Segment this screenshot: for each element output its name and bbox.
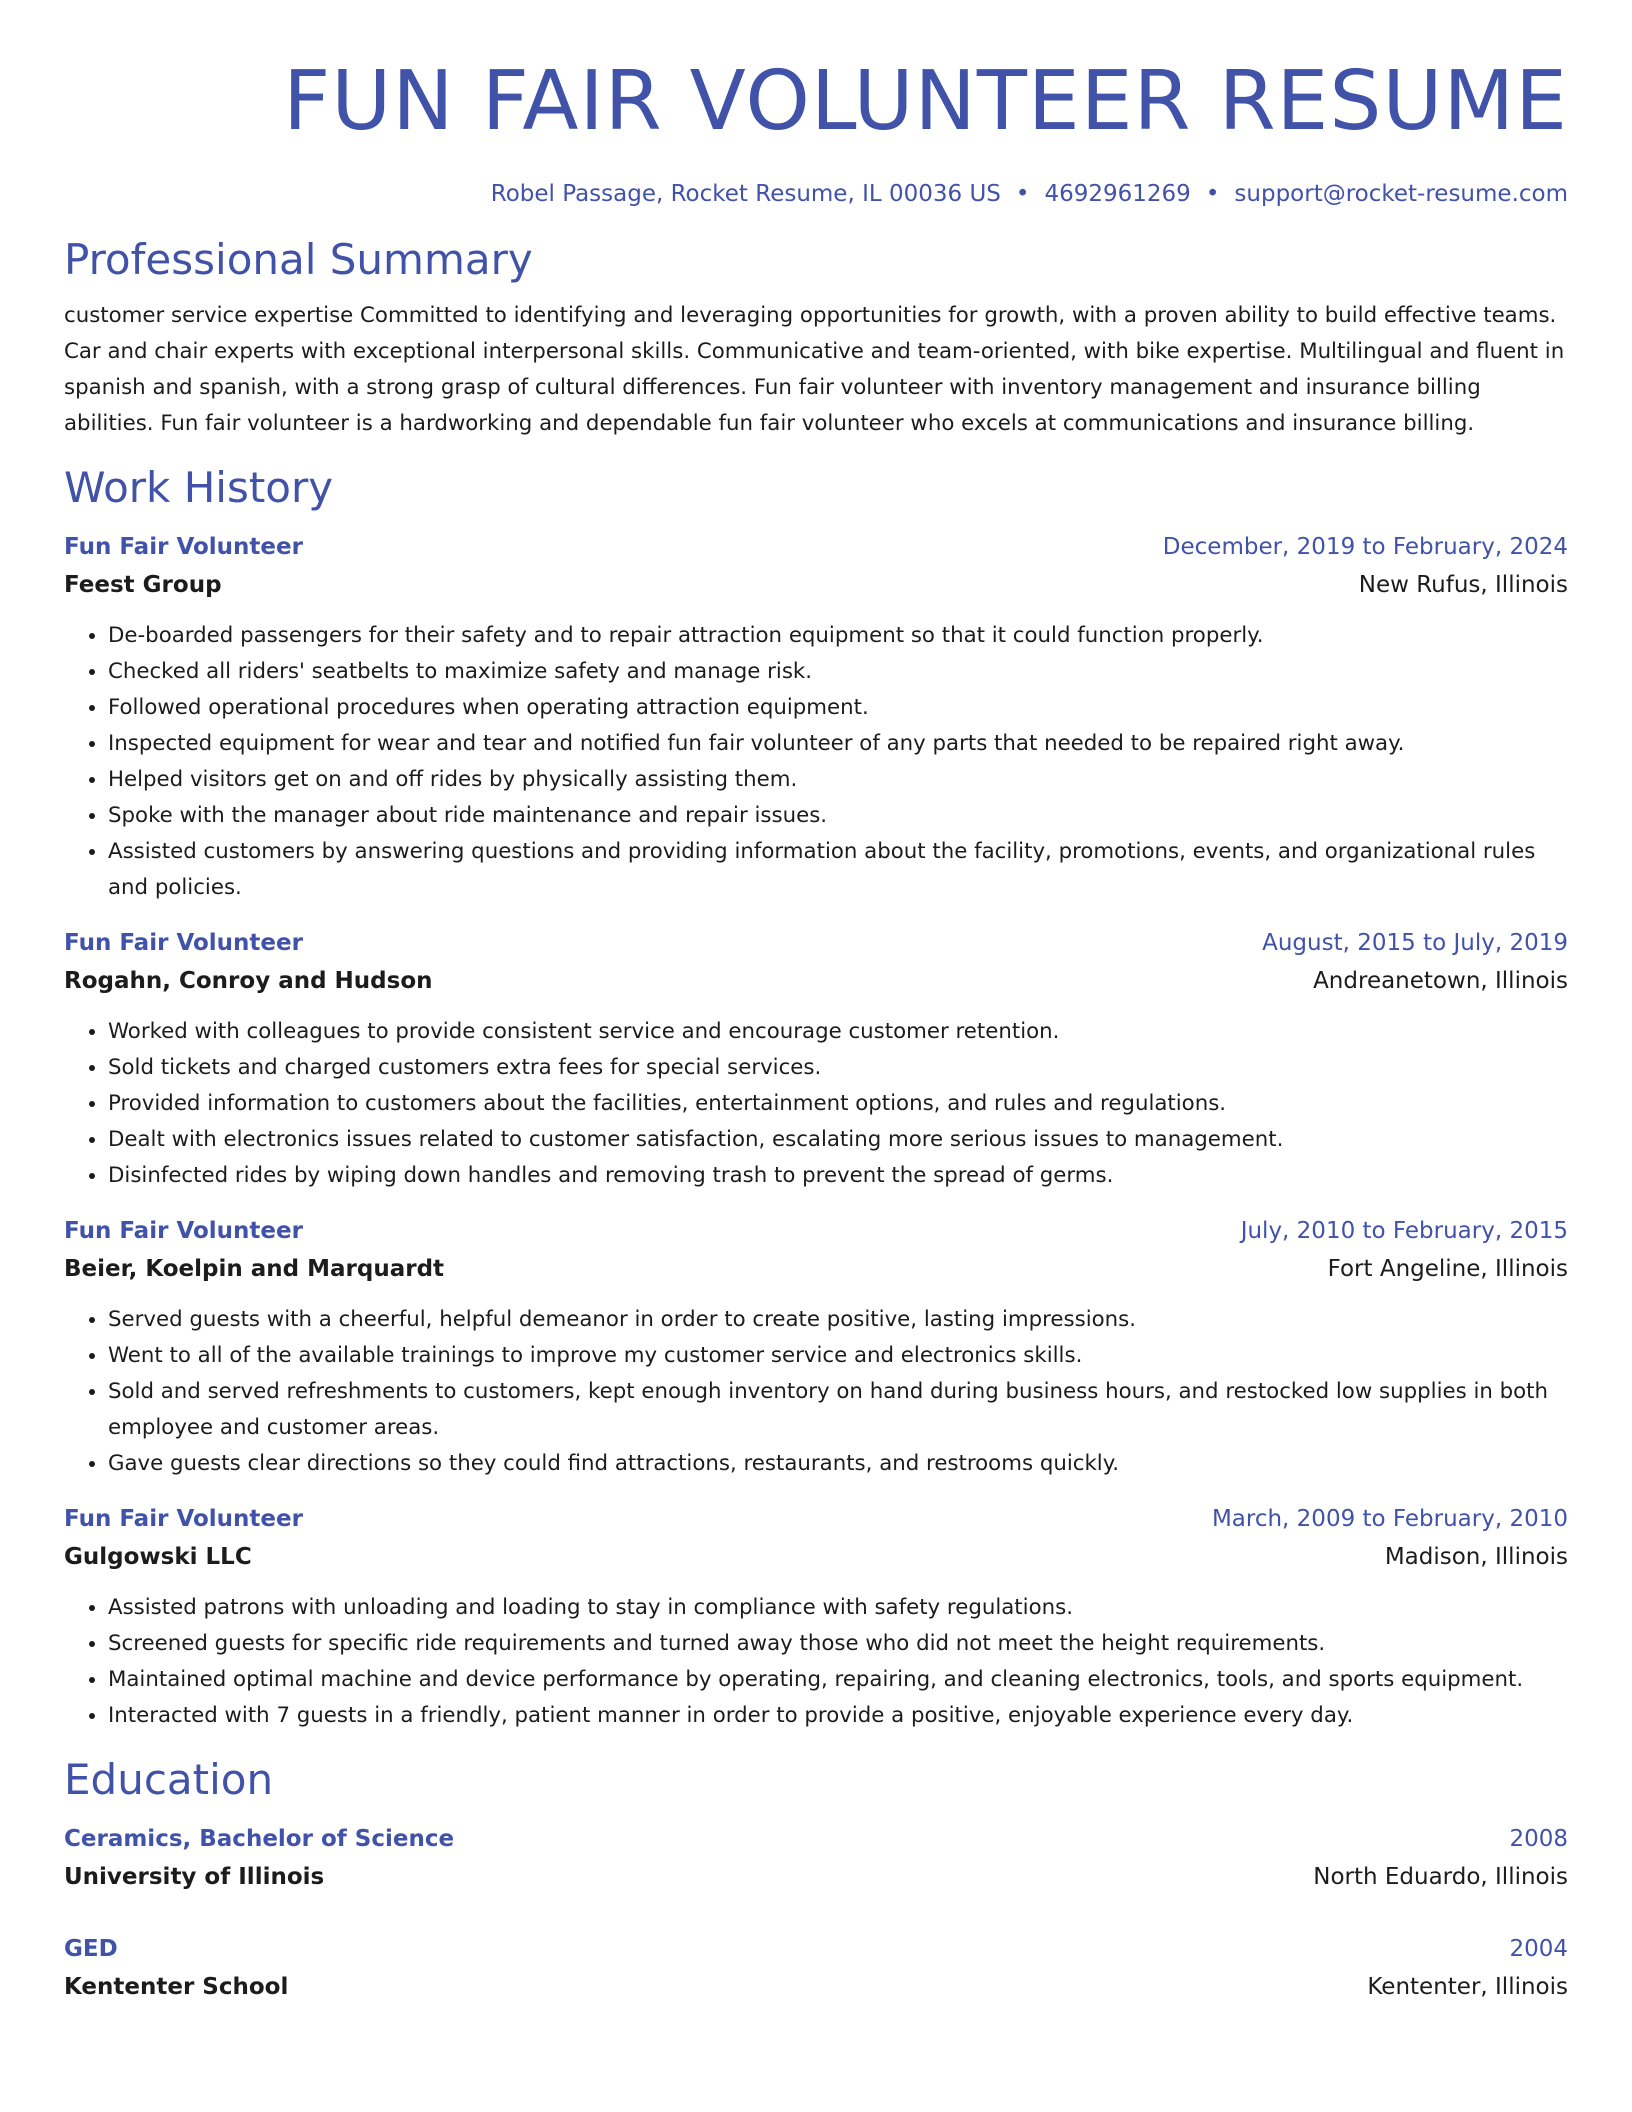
education-school: Kententer School <box>64 1974 289 2000</box>
job-location: New Rufus, Illinois <box>1358 572 1568 598</box>
job-bullet: • Sold and served refreshments to customers, kept enough inventory on hand during business hours, and restocked low supplies in both employee and customer areas. <box>108 1374 1568 1446</box>
job-bullet: • Spoke with the manager about ride maintenance and repair issues. <box>108 798 1568 834</box>
job-bullet: • Sold tickets and charged customers extra fees for special services. <box>108 1050 1568 1086</box>
job-bullet: • Dealt with electronics issues related to customer satisfaction, escalating more serious issues to management. <box>108 1122 1568 1158</box>
job-company: Rogahn, Conroy and Hudson <box>64 968 433 994</box>
job-dates: August, 2015 to July, 2019 <box>1262 930 1568 956</box>
job-bullet: • Assisted customers by answering questions and providing information about the facility, promotions, events, and organizational rules and policies. <box>108 834 1568 906</box>
job-bullet: • Provided information to customers about the facilities, entertainment options, and rules and regulations. <box>108 1086 1568 1122</box>
work-history-section <box>64 460 1568 1734</box>
job-bullet-list <box>64 1590 1568 1734</box>
summary-heading: Professional Summary <box>64 235 533 284</box>
job-bullet-list <box>64 618 1568 906</box>
job-title: Fun Fair Volunteer <box>64 534 303 560</box>
job-company: Gulgowski LLC <box>64 1544 252 1570</box>
contact-phone: 4692961269 <box>1044 181 1191 207</box>
job-bullet: • Screened guests for specific ride requirements and turned away those who did not meet the height requirements. <box>108 1626 1568 1662</box>
education-location: North Eduardo, Illinois <box>1313 1864 1568 1890</box>
job-bullet: • Worked with colleagues to provide consistent service and encourage customer retention. <box>108 1014 1568 1050</box>
job-bullet: • Assisted patrons with unloading and loading to stay in compliance with safety regulations. <box>108 1590 1568 1626</box>
contact-separator: • <box>1015 181 1030 207</box>
job-location: Madison, Illinois <box>1384 1544 1568 1570</box>
job-bullet: • Checked all riders' seatbelts to maximize safety and manage risk. <box>108 654 1568 690</box>
job-entry <box>64 1500 1568 1734</box>
education-year: 2008 <box>1509 1826 1568 1852</box>
job-company: Beier, Koelpin and Marquardt <box>64 1256 445 1282</box>
education-location: Kententer, Illinois <box>1367 1974 1568 2000</box>
job-bullet: • Interacted with 7 guests in a friendly, patient manner in order to provide a positive, enjoyable experience every day. <box>108 1698 1568 1734</box>
contact-email: support@rocket-resume.com <box>1234 181 1568 207</box>
work-history-heading: Work History <box>64 463 334 512</box>
job-bullet: • Maintained optimal machine and device performance by operating, repairing, and cleaning electronics, tools, and sports equipment. <box>108 1662 1568 1698</box>
job-bullet: • De-boarded passengers for their safety and to repair attraction equipment so that it could function properly. <box>108 618 1568 654</box>
education-year: 2004 <box>1509 1936 1568 1962</box>
job-entry <box>64 924 1568 1194</box>
contact-separator: • <box>1205 181 1220 207</box>
job-entry <box>64 1212 1568 1482</box>
job-bullet: • Gave guests clear directions so they could find attractions, restaurants, and restrooms quickly. <box>108 1446 1568 1482</box>
job-bullet-list <box>64 1302 1568 1482</box>
job-dates: July, 2010 to February, 2015 <box>1240 1218 1568 1244</box>
job-location: Andreanetown, Illinois <box>1313 968 1568 994</box>
job-bullet: • Inspected equipment for wear and tear and notified fun fair volunteer of any parts that needed to be repaired right away. <box>108 726 1568 762</box>
education-degree: GED <box>64 1936 118 1962</box>
job-bullet-list <box>64 1014 1568 1194</box>
resume-title: FUN FAIR VOLUNTEER RESUME <box>283 54 1568 149</box>
job-title: Fun Fair Volunteer <box>64 930 303 956</box>
job-company: Feest Group <box>64 572 222 598</box>
job-title: Fun Fair Volunteer <box>64 1218 303 1244</box>
job-bullet: • Followed operational procedures when operating attraction equipment. <box>108 690 1568 726</box>
summary-section <box>64 232 1568 442</box>
education-section <box>64 1752 1568 2006</box>
job-dates: March, 2009 to February, 2010 <box>1211 1506 1568 1532</box>
job-title: Fun Fair Volunteer <box>64 1506 303 1532</box>
job-bullet: • Helped visitors get on and off rides by physically assisting them. <box>108 762 1568 798</box>
contact-line <box>64 178 1568 210</box>
education-heading: Education <box>64 1755 274 1804</box>
education-entry <box>64 1930 1568 2006</box>
job-dates: December, 2019 to February, 2024 <box>1162 534 1568 560</box>
job-entry <box>64 528 1568 906</box>
contact-address: Robel Passage, Rocket Resume, IL 00036 US <box>490 181 1001 207</box>
job-bullet: • Served guests with a cheerful, helpful demeanor in order to create positive, lasting impressions. <box>108 1302 1568 1338</box>
resume-header <box>64 0 1568 210</box>
summary-text: customer service expertise Committed to identifying and leveraging opportunities for growth, with a proven ability to build effective teams. Car and chair experts with exceptional interpersonal skills. Communicative and team-oriented, with bike expertise. Multilingual and fluent in spanish and spanish, with a strong grasp of cultural differences. Fun fair volunteer with inventory management and insurance billing abilities. Fun fair volunteer is a hardworking and dependable fun fair volunteer who excels at communications and insurance billing. <box>64 303 1565 436</box>
job-bullet: • Went to all of the available trainings to improve my customer service and electronics skills. <box>108 1338 1568 1374</box>
job-bullet: • Disinfected rides by wiping down handles and removing trash to prevent the spread of germs. <box>108 1158 1568 1194</box>
education-school: University of Illinois <box>64 1864 325 1890</box>
education-entry <box>64 1820 1568 1896</box>
job-location: Fort Angeline, Illinois <box>1327 1256 1568 1282</box>
education-degree: Ceramics, Bachelor of Science <box>64 1826 455 1852</box>
